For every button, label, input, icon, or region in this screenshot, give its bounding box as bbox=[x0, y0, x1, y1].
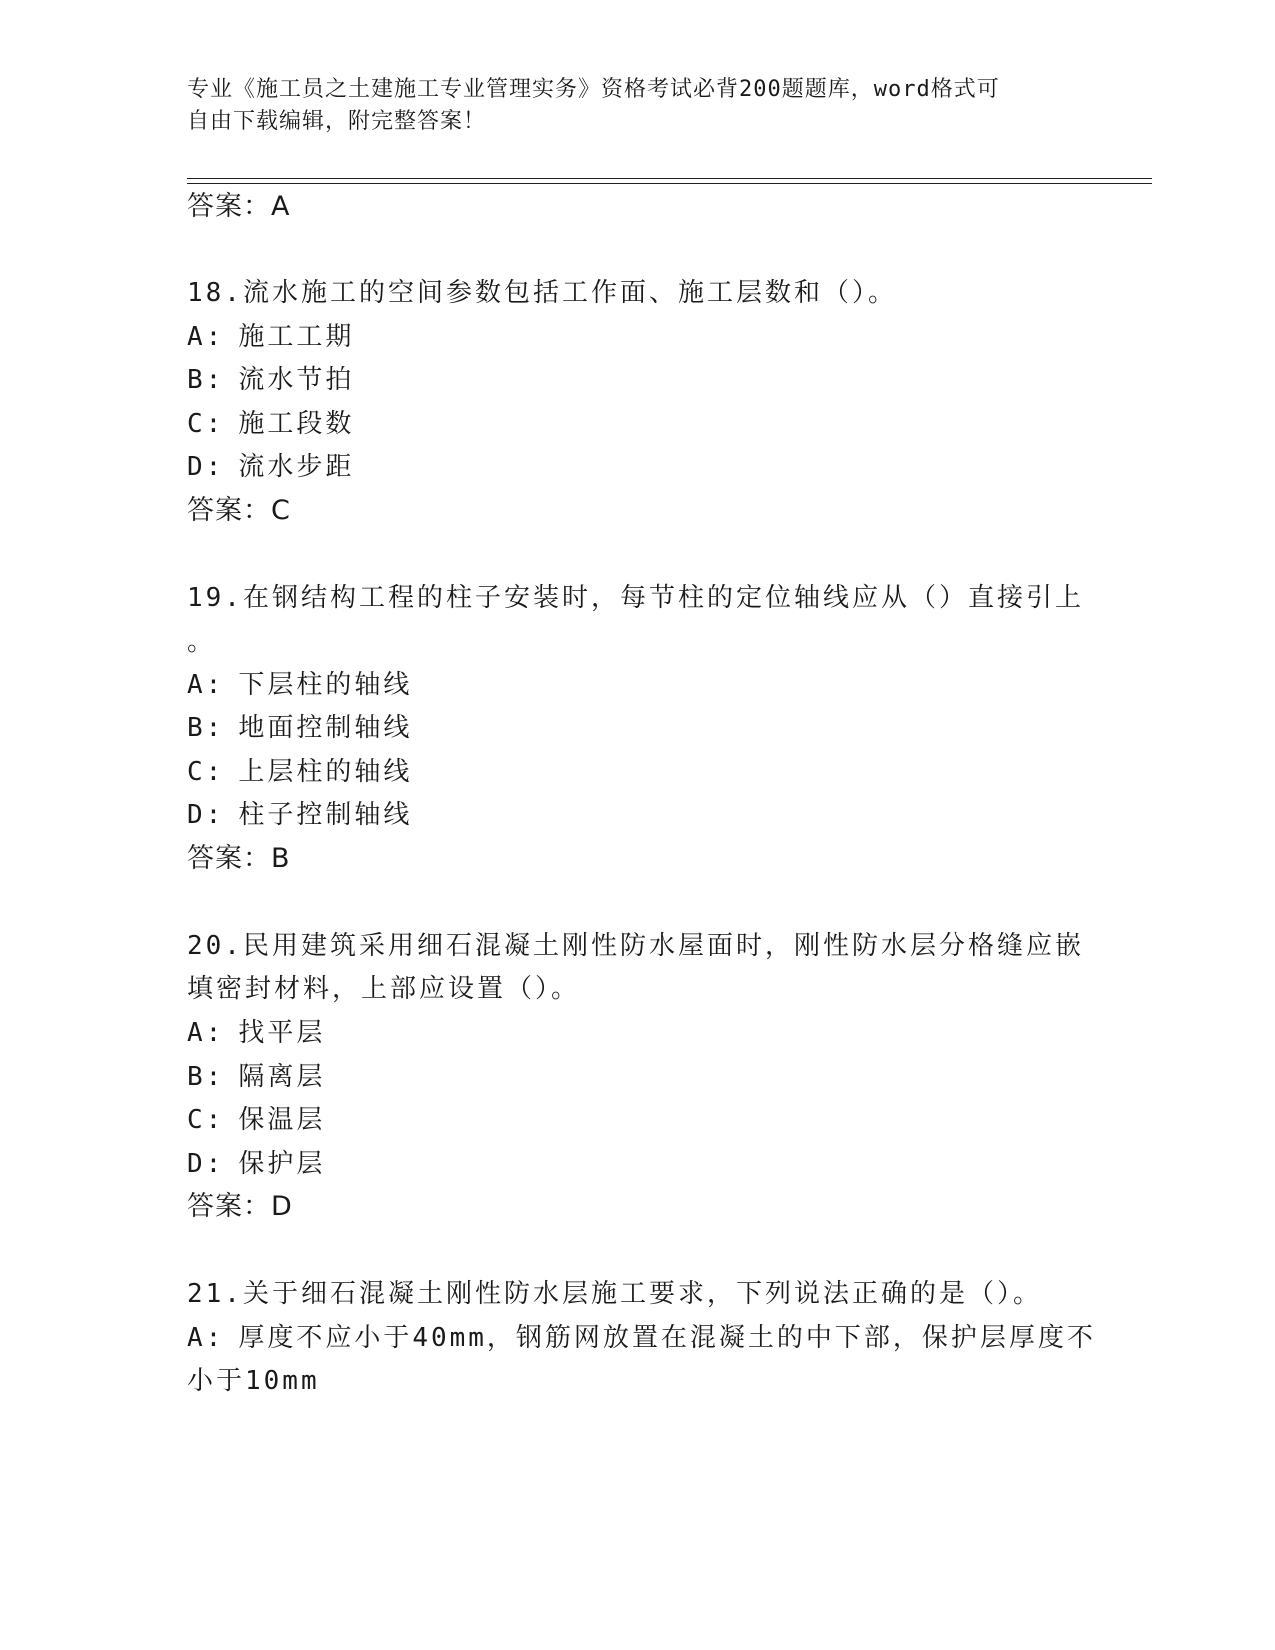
option-b bbox=[187, 364, 354, 396]
option-text: 施工工期 bbox=[238, 322, 355, 352]
option-c bbox=[187, 1104, 325, 1136]
option-key: C: bbox=[187, 757, 225, 787]
option-a-continued: 小于10mm bbox=[187, 1366, 320, 1396]
option-key: A: bbox=[187, 322, 225, 352]
question-stem: 19.在钢结构工程的柱子安装时，每节柱的定位轴线应从（）直接引上 bbox=[187, 583, 1084, 613]
header-line-2: 自由下载编辑，附完整答案！ bbox=[187, 109, 487, 134]
option-d bbox=[187, 1148, 325, 1180]
option-text: 流水步距 bbox=[238, 452, 355, 482]
option-key: C: bbox=[187, 1105, 225, 1135]
option-key: D: bbox=[187, 1149, 225, 1179]
option-d bbox=[187, 799, 412, 831]
option-b bbox=[187, 1061, 325, 1093]
option-text: 柱子控制轴线 bbox=[238, 800, 413, 830]
option-key: A: bbox=[187, 1018, 225, 1048]
document-header bbox=[187, 74, 1067, 138]
option-key: D: bbox=[187, 800, 225, 830]
header-line-1: 专业《施工员之土建施工专业管理实务》资格考试必背200题题库，word格式可 bbox=[187, 77, 1000, 102]
option-key: C: bbox=[187, 409, 225, 439]
option-text: 上层柱的轴线 bbox=[238, 757, 413, 787]
option-a bbox=[187, 669, 412, 701]
header-divider-bottom bbox=[187, 183, 1152, 184]
option-key: B: bbox=[187, 1062, 225, 1092]
option-b bbox=[187, 712, 412, 744]
question-stem-continued: 。 bbox=[187, 627, 217, 657]
option-text: 下层柱的轴线 bbox=[238, 670, 413, 700]
question-stem: 20.民用建筑采用细石混凝土刚性防水屋面时，刚性防水层分格缝应嵌 bbox=[187, 931, 1084, 961]
option-text: 厚度不应小于40mm，钢筋网放置在混凝土的中下部，保护层厚度不 bbox=[238, 1323, 1096, 1353]
question-stem: 18.流水施工的空间参数包括工作面、施工层数和（）。 bbox=[187, 278, 897, 308]
option-text: 保护层 bbox=[238, 1149, 326, 1179]
option-text: 保温层 bbox=[238, 1105, 326, 1135]
option-key: D: bbox=[187, 452, 225, 482]
option-d bbox=[187, 451, 354, 483]
option-key: B: bbox=[187, 365, 225, 395]
option-text: 施工段数 bbox=[238, 409, 355, 439]
answer-line: 答案：C bbox=[187, 495, 291, 526]
option-c bbox=[187, 408, 354, 440]
answer-line: 答案：D bbox=[187, 1191, 293, 1222]
answer-line: 答案：A bbox=[187, 191, 291, 222]
option-key: A: bbox=[187, 670, 225, 700]
option-key: A: bbox=[187, 1323, 225, 1353]
option-text: 地面控制轴线 bbox=[238, 713, 413, 743]
option-text: 流水节拍 bbox=[238, 365, 355, 395]
option-key: B: bbox=[187, 713, 225, 743]
option-text: 找平层 bbox=[238, 1018, 326, 1048]
option-text: 隔离层 bbox=[238, 1062, 326, 1092]
option-c bbox=[187, 756, 412, 788]
option-a bbox=[187, 1322, 1096, 1354]
answer-line: 答案：B bbox=[187, 843, 291, 874]
option-a bbox=[187, 1017, 325, 1049]
question-stem-continued: 填密封材料，上部应设置（）。 bbox=[187, 974, 581, 1004]
question-stem: 21.关于细石混凝土刚性防水层施工要求，下列说法正确的是（）。 bbox=[187, 1279, 1042, 1309]
option-a bbox=[187, 321, 354, 353]
header-divider-top bbox=[187, 178, 1152, 179]
